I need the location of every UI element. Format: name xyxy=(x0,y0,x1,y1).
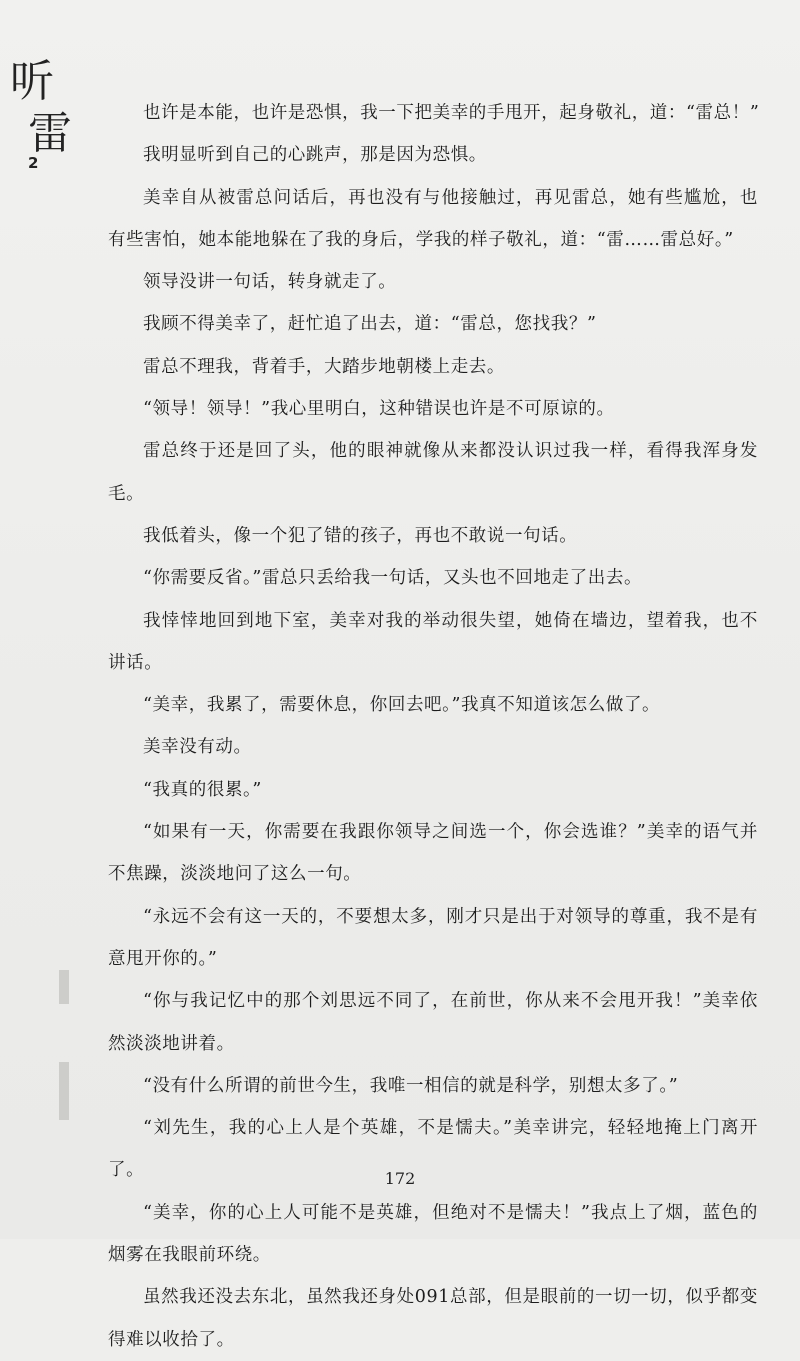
paragraph: “美幸，我累了，需要休息，你回去吧。”我真不知道该怎么做了。 xyxy=(143,695,661,716)
paragraph: 美幸自从被雷总问话后，再也没有与他接触过，再见雷总，她有些尴尬，也有些害怕，她本能地躲在了我的身后，学我的样子敬礼，道：“雷……雷总好。” xyxy=(108,187,758,250)
volume-number: 2 xyxy=(28,154,39,172)
running-title-char-1: 听 xyxy=(10,56,54,107)
paragraph: 我明显听到自己的心跳声，那是因为恐惧。 xyxy=(143,145,487,166)
page-number: 172 xyxy=(384,1169,416,1188)
paragraph: 雷总不理我，背着手，大踏步地朝楼上走去。 xyxy=(143,356,505,377)
paragraph: 美幸没有动。 xyxy=(143,737,252,758)
margin-bleed-mark xyxy=(59,1062,69,1120)
paragraph: “刘先生，我的心上人是个英雄，不是懦夫。”美幸讲完，轻轻地掩上门离开了。 xyxy=(108,1118,758,1181)
paragraph: “我真的很累。” xyxy=(143,779,262,800)
paragraph: “美幸，你的心上人可能不是英雄，但绝对不是懦夫！”我点上了烟，蓝色的烟雾在我眼前环绕。 xyxy=(108,1202,758,1266)
paragraph: 我低着头，像一个犯了错的孩子，再也不敢说一句话。 xyxy=(143,525,578,546)
paragraph: 雷总终于还是回了头，他的眼神就像从来都没认识过我一样，看得我浑身发毛。 xyxy=(108,441,758,504)
margin-bleed-mark xyxy=(59,970,69,1004)
paragraph: “你需要反省。”雷总只丢给我一句话，又头也不回地走了出去。 xyxy=(143,568,643,589)
paragraph: “你与我记忆中的那个刘思远不同了，在前世，你从来不会甩开我！”美幸依然淡淡地讲着。 xyxy=(108,991,758,1054)
paragraph: 也许是本能，也许是恐惧，我一下把美幸的手甩开，起身敬礼，道：“雷总！” xyxy=(143,103,760,123)
paragraph: “永远不会有这一天的，不要想太多，刚才只是出于对领导的尊重，我不是有意甩开你的。” xyxy=(108,906,758,969)
paragraph: “没有什么所谓的前世今生，我唯一相信的就是科学，别想太多了。” xyxy=(143,1075,679,1096)
running-title xyxy=(10,56,70,160)
paragraph: 我悻悻地回到地下室，美幸对我的举动很失望，她倚在墙边，望着我，也不讲话。 xyxy=(108,610,758,673)
paragraph: 领导没讲一句话，转身就走了。 xyxy=(143,272,397,293)
running-title-char-2: 雷 xyxy=(28,108,72,159)
paragraph: “如果有一天，你需要在我跟你领导之间选一个，你会选谁？”美幸的语气并不焦躁，淡淡地问了这么一句。 xyxy=(108,822,758,885)
paragraph: “领导！领导！”我心里明白，这种错误也许是不可原谅的。 xyxy=(143,399,615,420)
paragraph: 虽然我还没去东北，虽然我还身处091总部，但是眼前的一切一切，似乎都变得难以收拾了。 xyxy=(108,1287,758,1350)
paragraph: 我顾不得美幸了，赶忙追了出去，道：“雷总，您找我？” xyxy=(143,314,597,335)
